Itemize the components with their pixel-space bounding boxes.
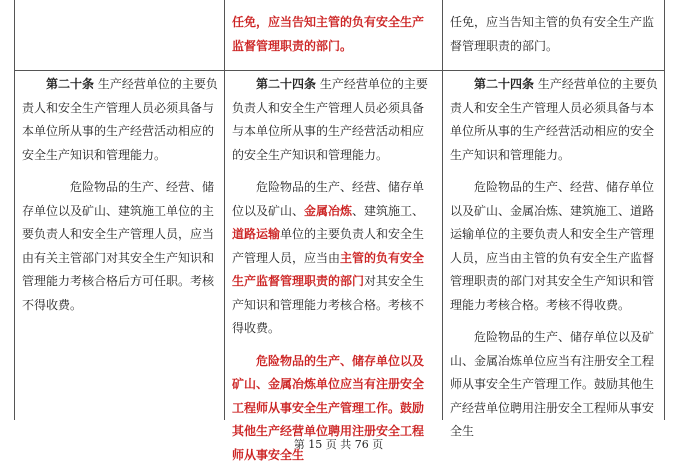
row1-col2-text: 任免，应当告知主管的负有安全生产监督管理职责的部门。: [232, 15, 425, 53]
row1-col3-text: 任免，应当告知主管的负有安全生产监督管理职责的部门。: [450, 15, 655, 53]
table-border-right: [664, 0, 665, 420]
col2-paragraph-3: 危险物品的生产、储存单位以及矿山、金属冶炼单位应当有注册安全工程师从事安全生产管理工作。鼓励其他生产经营单位聘用注册安全工程师从事安全生: [232, 353, 425, 462]
col2-article-number: 第二十四条: [256, 77, 317, 91]
col1-paragraph-2: 危险物品的生产、经营、储存单位以及矿山、建筑施工单位的主要负责人和安全生产管理人员，应当由有关主管部门对其安全生产知识和管理能力考核合格后方可任职。考核不得收费。: [22, 180, 215, 312]
col1-paragraph-1: [22, 73, 218, 167]
table-row-divider: [14, 70, 665, 71]
col3-paragraph-3: 危险物品的生产、储存单位以及矿山、金属冶炼单位应当有注册安全工程师从事安全生产管理工作。鼓励其他生产经营单位聘用注册安全工程师从事安全生: [450, 330, 655, 438]
col3-paragraph-2: 危险物品的生产、经营、储存单位以及矿山、金属冶炼、建筑施工、道路运输单位的主要负责人和安全生产管理人员，应当由主管的负有安全生产监督管理职责的部门对其安全生产知识和管理能力考核合格。考核不得收费。: [450, 180, 655, 312]
col2-p2-part-a: 危险物品的生产、经营、储存单位以及矿山、: [232, 180, 425, 218]
col3-article-number: 第二十四条: [474, 77, 535, 91]
row2-col3-cell: [450, 73, 658, 444]
row1-col3-cell: [450, 11, 658, 58]
col2-paragraph-2: [232, 176, 432, 341]
col2-paragraph-1-text: 生产经营单位的主要负责人和安全生产管理人员必须具备与本单位所从事的生产经营活动相应的安全生产知识和管理能力。: [232, 77, 428, 162]
page-number-footer: 第 15 页 共 76 页: [293, 438, 384, 451]
col1-article-number: 第二十条: [46, 77, 95, 91]
col2-p2-part-c: 、建筑施工、: [352, 203, 425, 218]
col2-p2-highlight-department: 主管的负有安全生产监督管理职责的部门: [232, 250, 425, 288]
row1-col2-cell: [232, 11, 432, 58]
col2-paragraph-1: [232, 73, 432, 167]
col3-paragraph-1: [450, 73, 658, 167]
row2-col1-cell: [22, 73, 218, 317]
col2-p2-highlight-metal: 金属冶炼: [304, 203, 353, 218]
col2-p2-part-g: 对其安全生产知识和管理能力考核合格。考核不得收费。: [232, 274, 425, 335]
table-column-divider-1: [224, 0, 225, 420]
table-border-left: [14, 0, 15, 420]
col2-p2-part-e: 单位的主要负责人和安全生产管理人员，应当由: [232, 227, 425, 265]
col2-p2-highlight-road: 道路运输: [232, 227, 281, 241]
col3-paragraph-1-text: 生产经营单位的主要负责人和安全生产管理人员必须具备与本单位所从事的生产经营活动相应的安全生产知识和管理能力。: [450, 77, 658, 162]
table-column-divider-2: [442, 0, 443, 420]
col1-paragraph-1-text: 生产经营单位的主要负责人和安全生产管理人员必须具备与本单位所从事的生产经营活动相应的安全生产知识和管理能力。: [22, 77, 218, 162]
row2-col2-cell: [232, 73, 432, 467]
